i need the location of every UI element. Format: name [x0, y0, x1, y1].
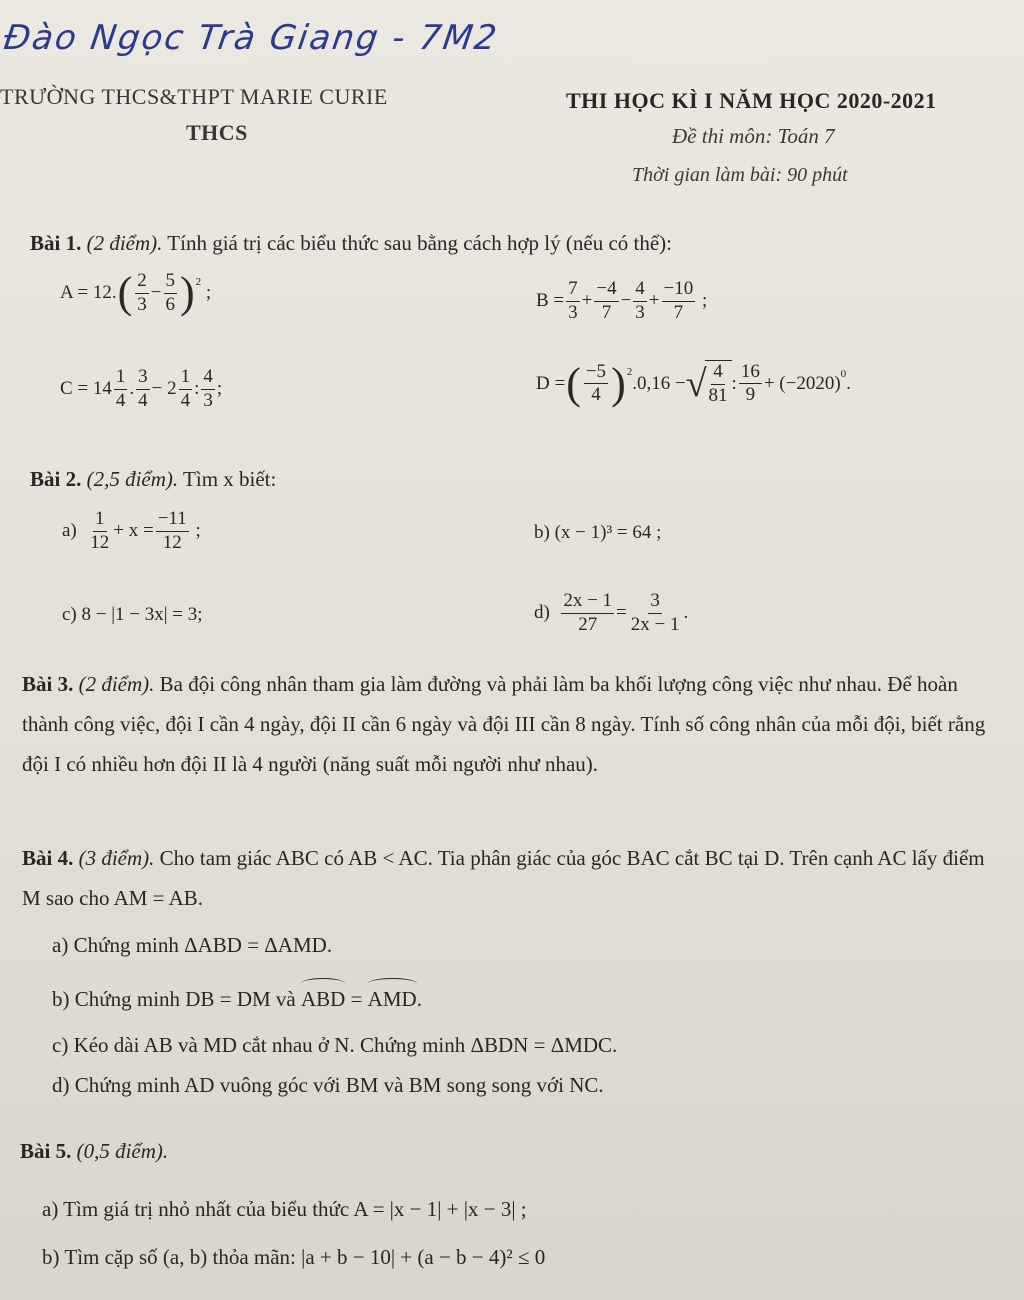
bai1-heading: Bài 1. (2 điểm). Tính giá trị các biểu thức sau bằng cách hợp lý (nếu có thể): [30, 231, 672, 255]
exam-subject: Đề thi môn: Toán 7 [672, 124, 835, 148]
bai2-part-a: a) $\frac{1}{12}$ + x = $\frac{-11}{12}$ ; [62, 508, 201, 553]
handwritten-name: Đào Ngọc Trà Giang - 7M2 [1, 18, 501, 58]
school-name: TRƯỜNG THCS&THPT MARIE CURIE [0, 84, 388, 109]
bai3-paragraph: Bài 3. (2 điểm). Ba đội công nhân tham gia làm đường và phải làm ba khối lượng công việc như nhau. Để hoàn thành công việc, đội I cần 4 ngày, đội II cần 6 ngày và đội III cần 8 ngày. Tính số công nhân của mỗi đội, biết rằng đội I có nhiều hơn đội II là 4 người (năng suất mỗi người như nhau). [22, 672, 986, 776]
expression-b: B = $\frac{7}{3}$ + $\frac{-4}{7}$ − $\frac{4}{3}$ + $\frac{-10}{7}$ ; [536, 278, 708, 323]
bai4-part-d: d) Chứng minh AD vuông góc với BM và BM song song với NC. [52, 1073, 604, 1097]
expression-d: D = ( $\frac{-5}{4}$ ) $^2$ .0,16 − √ $\frac{4}{81}$ : $\frac{16}{9}$ + (−2020) $^0$ . [536, 358, 851, 408]
bai2-part-d: d) $\frac{2x - 1}{27}$ = $\frac{3}{2x - 1}$ . [534, 590, 689, 635]
exam-title: THI HỌC KÌ I NĂM HỌC 2020-2021 [566, 88, 937, 113]
bai4-part-c: c) Kéo dài AB và MD cắt nhau ở N. Chứng minh ΔBDN = ΔMDC. [52, 1033, 618, 1057]
bai2-part-c: c) 8 − |1 − 3x| = 3; [62, 604, 203, 625]
school-level: THCS [186, 120, 248, 145]
bai2-part-b: b) (x − 1)³ = 64 ; [534, 522, 662, 543]
exam-duration: Thời gian làm bài: 90 phút [632, 164, 848, 186]
expression-a: A = 12. ( $\frac{2}{3}$ − $\frac{5}{6}$ ) $^2$ ; [60, 268, 212, 318]
bai5-part-a: a) Tìm giá trị nhỏ nhất của biểu thức A = |x − 1| + |x − 3| ; [42, 1197, 527, 1221]
bai4-part-b: b) Chứng minh DB = DM và ABD = AMD. [52, 987, 422, 1011]
bai4-part-a: a) Chứng minh ΔABD = ΔAMD. [52, 933, 333, 957]
bai5-part-b: b) Tìm cặp số (a, b) thỏa mãn: |a + b − 10| + (a − b − 4)² ≤ 0 [42, 1245, 546, 1269]
bai2-heading: Bài 2. (2,5 điểm). Tìm x biết: [30, 467, 277, 491]
expression-c: C = 14 $\frac{1}{4}$ . $\frac{3}{4}$ − 2 $\frac{1}{4}$ : $\frac{4}{3}$ ; [60, 366, 223, 411]
bai5-heading: Bài 5. (0,5 điểm). [20, 1139, 169, 1163]
bai4-paragraph: Bài 4. (3 điểm). Cho tam giác ABC có AB < AC. Tia phân giác của góc BAC cắt BC tại D. Trên cạnh AC lấy điểm M sao cho AM = AB. [22, 846, 985, 910]
